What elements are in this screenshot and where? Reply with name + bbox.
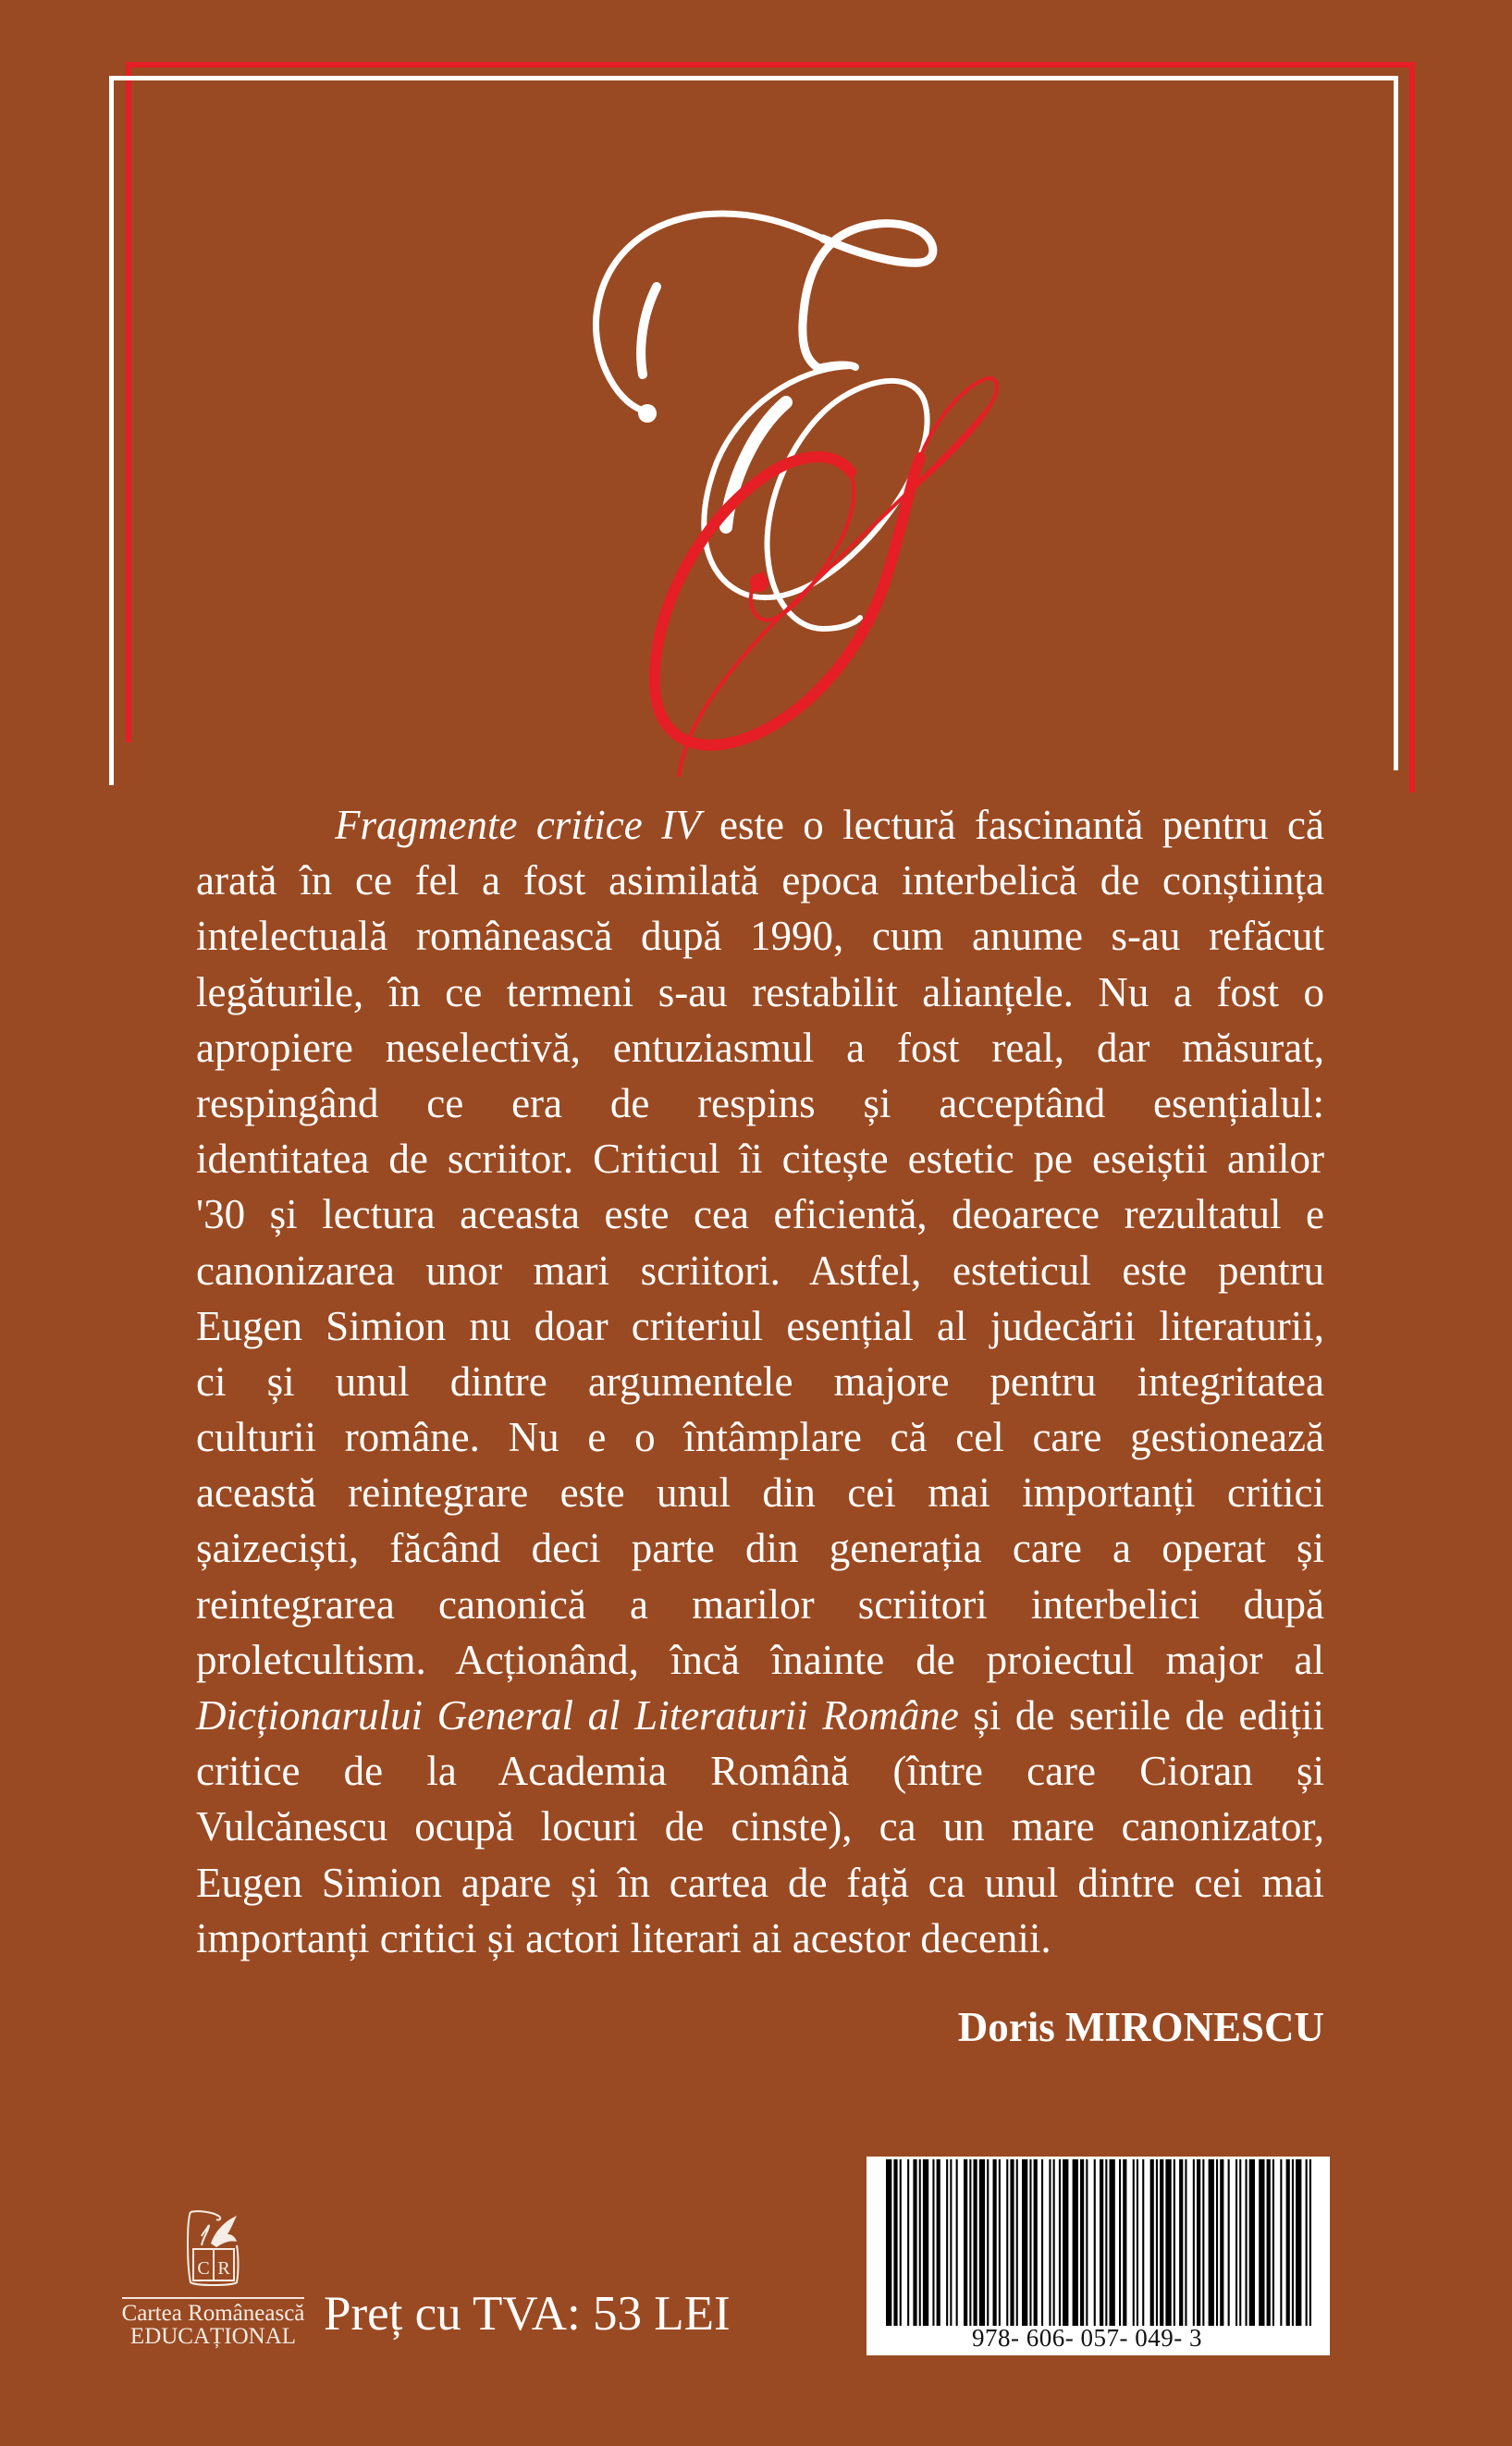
publisher-logo [118,2208,308,2356]
blurb-line: '30 și lectura aceasta este cea eficientă, deoarece rezultatul e [196,1191,1324,1238]
blurb-line: arată în ce fel a fost asimilată epoca interbelică de conștiința [196,857,1324,904]
logo-divider [122,2297,304,2299]
blurb-line: legăturile, în ce termeni s-au restabilit alianțele. Nu a fost o [196,968,1324,1015]
barcode-bars-icon [886,2159,1311,2326]
frame-red-top [126,62,1415,68]
author-signature: Doris MIRONESCU [957,2004,1324,2050]
blurb-line: importanți critici și actori literari ai acestor decenii. [196,1914,1051,1961]
blurb-line: Fragmente critice IV este o lectură fascinantă pentru că [335,802,1324,848]
frame-white-right [1394,76,1398,770]
blurb-line: culturii române. Nu e o întâmplare că cel care gestionează [196,1414,1324,1461]
blurb-line: reintegrarea canonică a marilor scriitori interbelici după [196,1580,1324,1628]
svg-text:C: C [196,2258,210,2279]
blurb-text [196,797,1324,1966]
frame-white-left [109,76,114,785]
blurb-line: proletcultism. Acționând, încă înainte de proiectul major al [196,1636,1324,1683]
dictionary-title: Dicționarului General al Literaturii Române [196,1692,959,1739]
blurb-line: ci și unul dintre argumentele majore pentru integritatea [196,1358,1324,1405]
monogram-es-icon [555,185,1036,777]
blurb-line: Eugen Simion apare și în cartea de față ca unul dintre cei mai [196,1859,1324,1906]
blurb-line: această reintegrare este unul din cei mai importanți critici [196,1469,1324,1517]
blurb-line: apropiere neselectivă, entuziasmul a fost real, dar măsurat, [196,1024,1324,1071]
price-label: Preț cu TVA: 53 LEI [324,2287,731,2341]
isbn-barcode [867,2157,1330,2355]
blurb-line: Vulcănescu ocupă locuri de cinste), ca un mare canonizator, [196,1803,1324,1850]
publisher-name: Cartea Românească [121,2301,305,2326]
book-title: Fragmente critice IV [335,802,701,848]
frame-white-top-right [109,76,1398,80]
blurb-line: identitatea de scriitor. Criticul îi citește estetic pe eseiștii anilor [196,1136,1324,1183]
blurb-line: Eugen Simion nu doar criteriul esențial al judecării literaturii, [196,1302,1324,1349]
frame-red-left [126,62,131,743]
blurb-line: canonizarea unor mari scriitori. Astfel, esteticul este pentru [196,1247,1324,1294]
isbn-number: 978- 606- 057- 049- 3 [972,2324,1202,2352]
blurb-line: Dicționarului General al Literaturii Române și de seriile de ediții [196,1692,1325,1739]
frame-red-right [1409,62,1415,793]
blurb-line: critice de la Academia Română (între care Cioran și [196,1748,1324,1795]
blurb-line: șaizeciști, făcând deci parte din generația care a operat și [196,1525,1324,1572]
blurb-line: respingând ce era de respins și acceptând esențialul: [196,1079,1324,1126]
blurb-line: intelectuală românească după 1990, cum anume s-au refăcut [196,913,1324,960]
publisher-imprint: EDUCAȚIONAL [129,2324,297,2349]
svg-text:R: R [216,2258,230,2279]
publisher-griffin-book-icon [185,2208,242,2288]
